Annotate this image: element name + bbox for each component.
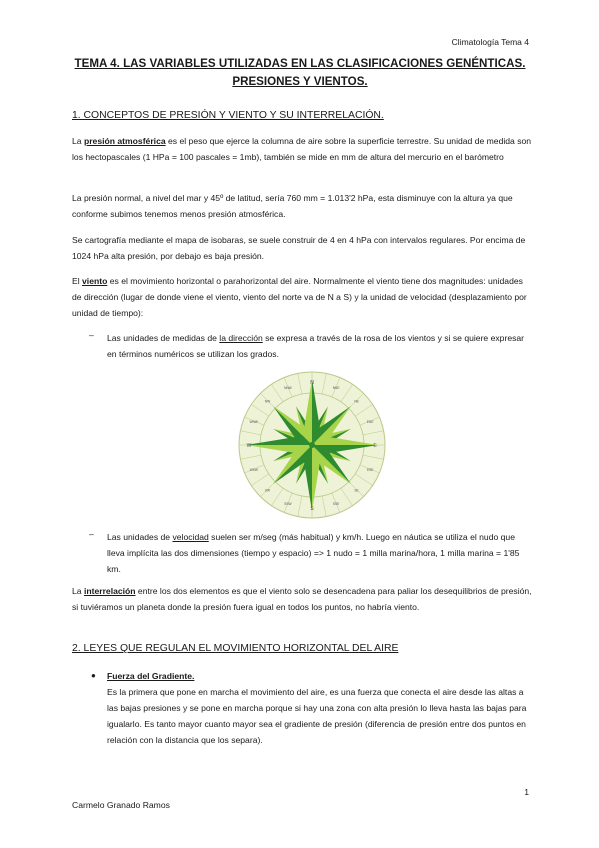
term-presion-atmosferica: presión atmosférica xyxy=(83,136,166,146)
compass-label: S xyxy=(310,506,314,512)
compass-label: ESE xyxy=(367,468,374,473)
compass-center xyxy=(309,442,315,448)
compass-label: W xyxy=(246,443,252,449)
paragraph-interrelacion: La interrelación entre los dos elementos es que el viento solo se desencadena para paliar los desequilibrios de presión, si tuviéramos un planeta donde la presión fuera igual en todos los puntos, no habría viento. xyxy=(72,586,532,612)
section-1-heading: 1. CONCEPTOS DE PRESIÓN Y VIENTO Y SU INTERRELACIÓN. xyxy=(72,110,384,121)
term-velocidad: velocidad xyxy=(172,532,209,542)
footer-author: Carmelo Granado Ramos xyxy=(72,800,170,810)
paragraph-presion: La presión atmosférica es el peso que ejerce la columna de aire sobre la superficie terrestre. Su unidad de medida son los hectopascales (1 HPa = 100 pascales = 1mb), también se mide en mm de altura del mercurio en el barómetro xyxy=(72,136,532,162)
paragraph-isobaras: Se cartografía mediante el mapa de isobaras, se suele construir de 4 en 4 hPa con intervalos regulares. Por encima de 1024 hPa alta presión, por debajo es baja presión. xyxy=(72,235,526,261)
compass-label: NNE xyxy=(332,385,340,390)
term-interrelacion: interrelación xyxy=(83,586,136,596)
compass-label: WNW xyxy=(249,419,258,424)
compass-label: N xyxy=(310,380,314,386)
page-header: Climatología Tema 4 xyxy=(451,37,529,47)
compass-rose xyxy=(237,370,387,520)
term-fuerza-gradiente: Fuerza del Gradiente. xyxy=(107,671,195,681)
list-item-velocidad: Las unidades de velocidad suelen ser m/seg (más habitual) y km/h. Luego en náutica se utiliza el nudo que lleva implícita las dos dimensiones (tiempo y espacio) => 1 nudo = 1 milla marina/hora, 1 milla marina = 1'85 km. xyxy=(107,532,520,574)
term-viento: viento xyxy=(82,276,108,286)
compass-label: NE xyxy=(354,399,359,404)
list-item-direccion: Las unidades de medidas de la dirección se expresa a través de la rosa de los vientos y si se quiere expresar en términos numéricos se utilizan los grados. xyxy=(107,333,525,359)
compass-label: E xyxy=(373,443,377,449)
section-2-heading: 2. LEYES QUE REGULAN EL MOVIMIENTO HORIZONTAL DEL AIRE xyxy=(72,643,399,654)
compass-label: SSE xyxy=(332,502,340,507)
term-direccion: la dirección xyxy=(219,333,263,343)
title-line-2: PRESIONES Y VIENTOS. xyxy=(232,75,368,88)
document-title xyxy=(60,55,540,91)
paragraph-presion-normal: La presión normal, a nivel del mar y 45º de latitud, sería 760 mm = 1.013'2 hPa, esta disminuye con la altura ya que conforme subimos tenemos menos presión atmosférica. xyxy=(72,193,513,219)
compass-rose-image xyxy=(237,370,387,520)
compass-label: NW xyxy=(264,399,271,404)
paragraph-viento: El viento es el movimiento horizontal o parahorizontal del aire. Normalmente el viento tiene dos magnitudes: unidades de dirección (lugar de donde viene el viento, viento del norte va de N a S) y la unidad de velocidad (desplazamiento por unidad de tiempo): xyxy=(72,276,527,318)
gradiente-text: Es la primera que pone en marcha el movimiento del aire, es una fuerza que conecta el aire desde las altas a las bajas presiones y se pone en marcha porque si hay una zona con alta presión lo lleva hasta las bajas para igualarlo. Es tanto mayor cuanto mayor sea el gradiente de presión (diferencia de presión entre dos puntos en relación con la distancia que los separa). xyxy=(107,687,527,745)
compass-label: SSW xyxy=(284,502,292,507)
dash-marker: – xyxy=(89,330,94,340)
page-number: 1 xyxy=(524,787,529,797)
title-line-1: TEMA 4. LAS VARIABLES UTILIZADAS EN LAS CLASIFICACIONES GENÉNTICAS. xyxy=(74,57,526,70)
compass-label: WSW xyxy=(249,468,258,473)
dash-marker: – xyxy=(89,529,94,539)
compass-label: ENE xyxy=(366,419,374,424)
list-item-gradiente xyxy=(107,668,532,748)
bullet-icon: ● xyxy=(91,671,96,680)
compass-label: NNW xyxy=(284,385,292,390)
compass-label: SE xyxy=(354,488,359,493)
compass-label: SW xyxy=(264,488,271,493)
